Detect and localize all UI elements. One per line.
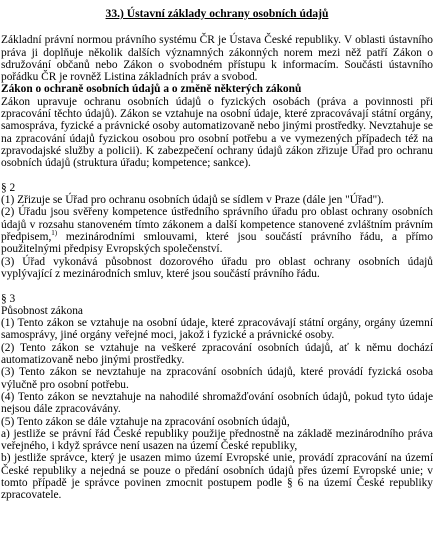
section-3-paragraph-2: (2) Tento zákon se vztahuje na veškeré zpracování osobních údajů, ať k němu dochází automatizovaně nebo jinými prostředky.	[1, 341, 433, 367]
section-3-item-b: b) jestliže správce, který je usazen mimo území Evropské unie, provádí zpracování na území České republiky a nejedná se pouze o předání osobních údajů přes území Evropské unie; v tomto případě je správce povinen zmocnit postupem podle § 6 na území České republiky zpracovatele.	[1, 452, 433, 502]
section-3-paragraph-3: (3) Tento zákon se nevztahuje na zpracování osobních údajů, které provádí fyzická osoba výlučně pro osobní potřebu.	[1, 366, 433, 391]
section-3-item-a: a) jestliže se právní řád České republiky použije přednostně na základě mezinárodního práva veřejného, i když správce není usazen na území České republiky,	[1, 427, 433, 453]
section-2-paragraph-2-text-b: mezinárodními smlouvami, které jsou součástí právního řádu, a přímo použitelnými předpisy Evropských společenství.	[1, 231, 433, 256]
section-2-paragraph-3: (3) Úřad vykonává působnost dozorového úřadu pro oblast ochrany osobních údajů vyplývající z mezinárodních smluv, které jsou součástí právního řádu.	[1, 255, 433, 280]
section-2-label: § 2	[1, 181, 16, 194]
page-title: 33.) Ústavní základy ochrany osobních údajů	[105, 7, 329, 20]
section-2-paragraph-1: (1) Zřizuje se Úřad pro ochranu osobních údajů se sídlem v Praze (dále jen "Úřad").	[1, 194, 384, 207]
section-3-label: § 3	[1, 292, 16, 305]
law-heading: Zákon o ochraně osobních údajů a o změně některých zákonů	[1, 83, 302, 96]
section-3-paragraph-1: (1) Tento zákon se vztahuje na osobní údaje, které zpracovávají státní orgány, orgány územní samosprávy, jiné orgány veřejné moci, jakož i fyzické a právnické osoby.	[1, 317, 433, 342]
spacer	[1, 280, 433, 292]
section-3-paragraph-5: (5) Tento zákon se dále vztahuje na zpracování osobních údajů,	[1, 415, 290, 428]
section-3-paragraph-4: (4) Tento zákon se nevztahuje na nahodilé shromažďování osobních údajů, pokud tyto údaje nejsou dále zpracovávány.	[1, 390, 433, 416]
section-3-heading: Působnost zákona	[1, 304, 83, 317]
section-2-paragraph-2-text-a: (2) Úřadu jsou svěřeny kompetence ústředního správního úřadu pro oblast ochrany osobních údajů v rozsahu stanoveném tímto zákonem a další kompetence stanovené zvláštním právním předpisem,	[1, 206, 433, 244]
intro-paragraph: Základní právní normou právního systému ČR je Ústava České republiky. V oblasti ústavního práva ji doplňuje několik dalších významných zákonných norem mezi něž patří Zákon o sdružování občanů nebo Zákon o svobodném přístupu k informacím. Součásti ústavního pořádku ČR je rovněž Listina základních práv a svobod.	[1, 34, 433, 84]
section-2-paragraph-2	[1, 206, 433, 255]
spacer	[1, 170, 433, 182]
footnote-reference[interactable]: 1)	[51, 229, 58, 238]
law-paragraph: Zákon upravuje ochranu osobních údajů o fyzických osobách (práva a povinnosti při zpracování těchto údajů). Zákon se vztahuje na osobní údaje, které zpracovávají státní orgány, samospráva, fyzické a právnické osoby automatizovaně nebo jinými prostředky. Nevztahuje se na zpracování údajů fyzickou osobou pro osobní potřebu a ve vymezených případech též na zpravodajské služby a policii). K zabezpečení ochrany údajů zákon zřizuje Úřad pro ochranu osobních údajů (struktura úřadu; kompetence; sankce).	[1, 95, 433, 170]
